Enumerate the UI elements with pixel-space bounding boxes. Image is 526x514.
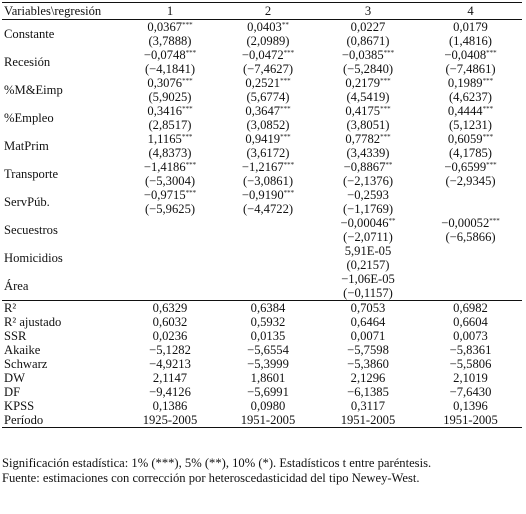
variable-label: %M&Eimp [4, 83, 63, 97]
significance-stars: *** [185, 161, 197, 169]
t-statistic: (−2,1376) [342, 174, 394, 188]
t-statistic: (1,4816) [448, 34, 493, 48]
coefficient: −0,9715 [143, 188, 186, 202]
coef-cell [419, 160, 522, 188]
t-statistic [421, 258, 520, 272]
coefficient: 0,2179 [345, 76, 381, 90]
t-statistic: (−4,1841) [144, 62, 196, 76]
coef-cell [219, 244, 317, 272]
stat-value: −5,6554 [247, 343, 289, 357]
coef-cell [419, 48, 522, 76]
coef-cell [219, 216, 317, 244]
coef-cell [121, 216, 219, 244]
stat-label: DF [4, 385, 21, 399]
t-statistic [421, 202, 520, 216]
header-col-4: 4 [419, 3, 522, 20]
t-statistic: (−7,4627) [242, 62, 294, 76]
variable-label: Homicidios [4, 251, 63, 265]
coefficient: −0,8867 [343, 160, 386, 174]
stat-label: DW [4, 371, 25, 385]
coefficient: 0,6059 [447, 132, 483, 146]
significance-stars: *** [182, 105, 193, 113]
header-row [2, 3, 522, 20]
stat-value: 0,7053 [317, 301, 419, 316]
coef-row [2, 272, 522, 301]
significance-stars: *** [380, 105, 391, 113]
t-statistic: (2,8517) [148, 118, 192, 132]
stat-value: −4,9213 [149, 357, 191, 371]
coefficient: 0,4444 [447, 104, 483, 118]
t-statistic: (5,6774) [246, 90, 290, 104]
coef-cell [317, 216, 419, 244]
stat-value: 1951-2005 [219, 413, 317, 428]
coef-cell [121, 244, 219, 272]
coef-cell [219, 76, 317, 104]
coefficient: −1,4186 [143, 160, 186, 174]
stat-value: 2,1296 [350, 371, 386, 385]
stat-row [2, 329, 522, 343]
significance-stars: ** [385, 161, 393, 169]
t-statistic: (0,8671) [346, 34, 390, 48]
coefficient: 0,0367 [147, 20, 183, 34]
stat-label: R² [2, 301, 121, 316]
coef-cell [419, 132, 522, 160]
coef-row [2, 216, 522, 244]
t-statistic [421, 286, 520, 300]
coef-row [2, 76, 522, 104]
significance-stars: *** [280, 105, 291, 113]
significance-stars: *** [482, 133, 494, 141]
t-statistic: (3,7888) [148, 34, 192, 48]
header-col-1: 1 [121, 3, 219, 20]
stat-row [2, 399, 522, 413]
coefficient: −1,06E-05 [341, 272, 395, 286]
stat-value: −6,1385 [347, 385, 389, 399]
significance-stars: ** [388, 217, 396, 225]
stat-value: 0,0236 [152, 329, 188, 343]
significance-stars: *** [489, 217, 500, 225]
t-statistic: (3,6172) [246, 146, 290, 160]
coef-cell [317, 160, 419, 188]
coefficient: 0,3416 [147, 104, 183, 118]
coefficient: −0,6599 [444, 160, 487, 174]
stat-label: SSR [4, 329, 27, 343]
coef-cell [219, 104, 317, 132]
t-statistic: (−0,1157) [343, 286, 393, 300]
coef-cell [121, 188, 219, 216]
coef-cell [317, 48, 419, 76]
coefficient: 1,1165 [147, 132, 182, 146]
coef-row [2, 132, 522, 160]
t-statistic [221, 258, 315, 272]
coef-row [2, 48, 522, 76]
stat-row [2, 315, 522, 329]
stat-value: −5,1282 [149, 343, 191, 357]
coef-cell [419, 20, 522, 49]
stat-label: Período [2, 413, 121, 428]
stat-value: 2,1019 [453, 371, 488, 385]
significance-stars: *** [181, 133, 193, 141]
stat-row [2, 357, 522, 371]
t-statistic [123, 258, 217, 272]
stat-value: 0,6464 [350, 315, 386, 329]
stat-value: 1951-2005 [419, 413, 522, 428]
stat-value: 0,0071 [350, 329, 386, 343]
stat-value: 0,0135 [250, 329, 286, 343]
significance-stars: *** [380, 77, 391, 85]
coefficient: 0,4175 [345, 104, 381, 118]
coefficient: 0,0403 [247, 20, 282, 34]
significance-stars: *** [486, 49, 497, 57]
coef-cell [317, 272, 419, 301]
significance-stars: *** [283, 161, 295, 169]
coefficient: −0,9190 [241, 188, 284, 202]
coefficient: −0,0748 [143, 48, 186, 62]
t-statistic: (3,4339) [346, 146, 390, 160]
coef-cell [317, 188, 419, 216]
header-col-2: 2 [219, 3, 317, 20]
coef-cell [121, 20, 219, 49]
t-statistic: (−3,0861) [242, 174, 294, 188]
significance-stars: *** [486, 161, 497, 169]
stat-value: 0,1386 [152, 399, 188, 413]
stat-value: −9,4126 [149, 385, 191, 399]
header-label: Variables\regresión [2, 3, 121, 20]
coef-cell [121, 48, 219, 76]
t-statistic: (2,0989) [246, 34, 290, 48]
coef-row [2, 188, 522, 216]
t-statistic: (−5,3004) [144, 174, 196, 188]
stat-value: 0,6982 [419, 301, 522, 316]
coef-cell [419, 216, 522, 244]
stat-value: −5,6991 [247, 385, 289, 399]
stat-label: Akaike [4, 343, 41, 357]
coef-cell [121, 132, 219, 160]
coefficient: 0,2521 [245, 76, 281, 90]
stat-value: −7,6430 [449, 385, 492, 399]
t-statistic: (3,0852) [246, 118, 290, 132]
t-statistic: (−5,9625) [144, 202, 196, 216]
coef-row [2, 20, 522, 49]
significance-stars: ** [281, 21, 289, 29]
stat-value: −5,3999 [247, 357, 289, 371]
coef-cell [121, 272, 219, 301]
significance-stars: *** [482, 77, 494, 85]
stat-value: −5,3860 [347, 357, 389, 371]
coef-row [2, 104, 522, 132]
t-statistic [123, 230, 217, 244]
variable-label: %Empleo [4, 111, 54, 125]
coefficient: 5,91E-05 [344, 244, 392, 258]
stat-value: 0,6032 [152, 315, 188, 329]
significance-stars: *** [182, 21, 193, 29]
significance-note: Significación estadística: 1% (***), 5% (**), 10% (*). Estadísticos t entre paréntesis. [2, 456, 432, 470]
stat-row [2, 343, 522, 357]
stat-row [2, 413, 522, 428]
stat-value: 1951-2005 [317, 413, 419, 428]
coef-cell [317, 104, 419, 132]
coef-cell [317, 244, 419, 272]
stat-label: R² ajustado [4, 315, 62, 329]
significance-stars: *** [280, 133, 291, 141]
stat-value: 0,6329 [121, 301, 219, 316]
coef-cell [419, 104, 522, 132]
coefficient: −0,0472 [241, 48, 284, 62]
stat-value: 0,0073 [453, 329, 488, 343]
coefficient: 0,0179 [453, 20, 488, 34]
coefficient: −0,00046 [340, 216, 389, 230]
coefficient: −0,00052 [441, 216, 490, 230]
significance-stars: *** [185, 49, 197, 57]
significance-stars: *** [283, 189, 295, 197]
significance-stars: *** [280, 77, 291, 85]
stat-value: 0,5932 [250, 315, 286, 329]
coef-cell [219, 20, 317, 49]
table-notes [2, 456, 522, 486]
significance-stars: *** [383, 49, 395, 57]
coef-cell [121, 104, 219, 132]
source-note: Fuente: estimaciones con corrección por heteroscedasticidad del tipo Newey-West. [2, 471, 420, 485]
significance-stars: *** [380, 133, 391, 141]
t-statistic [123, 286, 217, 300]
significance-stars: *** [283, 49, 295, 57]
stat-value: 2,1147 [152, 371, 188, 385]
variable-label: Recesión [4, 55, 51, 69]
stat-value: 0,6384 [219, 301, 317, 316]
stat-value: 1925-2005 [121, 413, 219, 428]
t-statistic: (−1,1769) [342, 202, 394, 216]
stat-value: −5,7598 [347, 343, 389, 357]
t-statistic: (5,9025) [148, 90, 192, 104]
coef-cell [317, 132, 419, 160]
coef-cell [219, 188, 317, 216]
variable-label: ServPúb. [4, 195, 50, 209]
t-statistic: (5,1231) [448, 118, 493, 132]
t-statistic: (−7,4861) [445, 62, 496, 76]
stat-value: 1,8601 [250, 371, 286, 385]
coef-cell [219, 48, 317, 76]
regression-table [2, 2, 522, 428]
variable-label: Secuestros [4, 223, 58, 237]
significance-stars: *** [182, 77, 193, 85]
coefficient: 0,7782 [345, 132, 381, 146]
coef-cell [219, 132, 317, 160]
t-statistic: (4,6237) [448, 90, 493, 104]
t-statistic: (0,2157) [346, 258, 390, 272]
stat-row [2, 371, 522, 385]
coefficient: 0,3647 [245, 104, 281, 118]
significance-stars: *** [482, 105, 494, 113]
coef-cell [219, 272, 317, 301]
t-statistic: (−5,2840) [342, 62, 394, 76]
stat-value: 0,6604 [453, 315, 488, 329]
coef-row [2, 160, 522, 188]
t-statistic: (3,8051) [346, 118, 390, 132]
stat-label: Schwarz [4, 357, 48, 371]
stat-value: 0,1396 [453, 399, 488, 413]
coefficient: 0,0227 [350, 20, 386, 34]
variable-label: Constante [4, 27, 55, 41]
variable-label: Transporte [4, 167, 59, 181]
stat-value: 0,3117 [350, 399, 386, 413]
t-statistic: (−2,9345) [445, 174, 496, 188]
coef-cell [419, 272, 522, 301]
coefficient: −0,2593 [347, 188, 389, 202]
t-statistic: (−2,0711) [343, 230, 393, 244]
coef-cell [317, 76, 419, 104]
coefficient: −0,0408 [444, 48, 487, 62]
stat-value: 0,0980 [250, 399, 286, 413]
t-statistic: (−6,5866) [445, 230, 496, 244]
coefficient: −1,2167 [241, 160, 284, 174]
stat-label: KPSS [4, 399, 35, 413]
variable-label: MatPrim [4, 139, 49, 153]
t-statistic: (4,5419) [346, 90, 390, 104]
stat-row [2, 301, 522, 316]
coefficient: 0,3076 [147, 76, 183, 90]
t-statistic: (−4,4722) [242, 202, 294, 216]
coef-cell [317, 20, 419, 49]
t-statistic: (4,8373) [148, 146, 192, 160]
stat-row [2, 385, 522, 399]
coefficient: −0,0385 [341, 48, 384, 62]
t-statistic: (4,1785) [448, 146, 493, 160]
coef-cell [419, 244, 522, 272]
variable-label: Área [4, 279, 29, 293]
coef-cell [419, 76, 522, 104]
header-col-3: 3 [317, 3, 419, 20]
coef-cell [219, 160, 317, 188]
stat-value: −5,5806 [449, 357, 492, 371]
coef-row [2, 244, 522, 272]
t-statistic [221, 230, 315, 244]
coefficient: 0,9419 [245, 132, 281, 146]
coef-cell [419, 188, 522, 216]
coef-cell [121, 160, 219, 188]
t-statistic [221, 286, 315, 300]
coef-cell [121, 76, 219, 104]
significance-stars: *** [185, 189, 197, 197]
stat-value: −5,8361 [449, 343, 492, 357]
coefficient: 0,1989 [447, 76, 483, 90]
